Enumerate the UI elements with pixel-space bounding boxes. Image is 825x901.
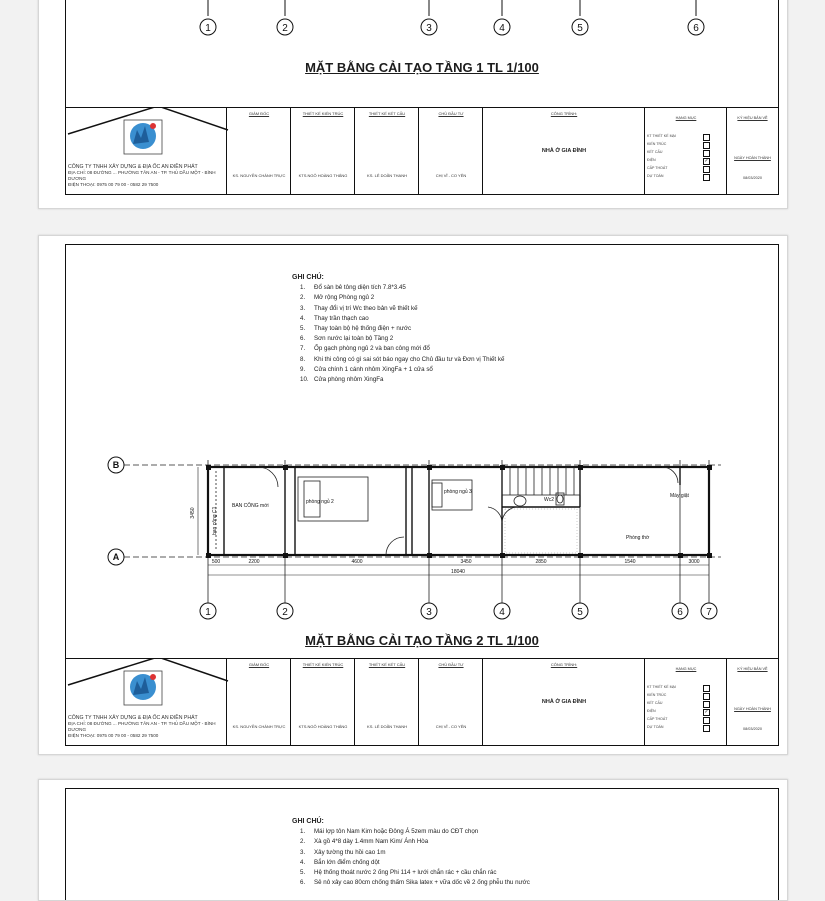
note-item: 4. Bắn lớn điểm chống dột [300, 858, 380, 866]
axis-label: 6 [693, 23, 699, 34]
sheet-frame [65, 244, 779, 746]
company-info: CÔNG TY TNHH XÂY DỰNG & ĐỊA ỐC AN ĐIỀN PHÁT ĐỊA CHỈ: 08 ĐƯỜNG ... PHƯỜNG TÂN AN - TP. THỦ DẦU MỘT - BÌNH DƯƠNG ĐIỆN THOẠI: 0975 00 79 00 - 0582 29 7500 [68, 164, 216, 187]
axis-label: 5 [577, 607, 583, 618]
note-item: 3. Xây tường thu hồi cao 1m [300, 848, 386, 856]
axis-label: 4 [499, 607, 505, 618]
row-axis-label: B [112, 460, 120, 470]
note-item: 2. Xà gồ 4*8 dày 1.4mm Nam Kim/ Ánh Hòa [300, 838, 429, 846]
check-list: HẠNG MỤC KT THIẾT KẾ MẠI KIẾN TRÚC KẾT CẤU ĐIỆN ✓ CẤP THOÁT DỰ TOÁN [644, 659, 727, 745]
dim-label: 2200 [248, 559, 260, 565]
dim-label: 1540 [624, 559, 636, 565]
room-label: phòng ngủ 2 [306, 499, 334, 505]
drawing-sheet-2 [38, 235, 788, 755]
axis-label: 1 [205, 23, 211, 34]
note-item: 8. Khi thi công có gì sai sót báo ngay cho Chủ đầu tư và Đơn vị Thiết kế [300, 355, 505, 363]
room-label: Máy giặt [670, 493, 689, 499]
sheet-frame [65, 0, 779, 195]
sheet-frame [65, 788, 779, 901]
dim-label: 2850 [535, 559, 547, 565]
room-label: BAN CÔNG mới [232, 503, 269, 509]
axis-label: 2 [282, 607, 288, 618]
drawing-title: MẶT BẰNG CẢI TẠO TẦNG 2 TL 1/100 [305, 633, 539, 648]
title-block: CÔNG TY TNHH XÂY DỰNG & ĐỊA ỐC AN ĐIỀN PHÁT ĐỊA CHỈ: 08 ĐƯỜNG ... PHƯỜNG TÂN AN - TP. THỦ DẦU MỘT - BÌNH DƯƠNG ĐIỆN THOẠI: 0975 00 79 00 - 0582 29 7500 GIÁM ĐỐC KS. NGUYỄN CHÁNH TRỰC THIẾT KẾ KIẾN TRÚC KTS.NGÔ HOÀNG THẮNG THIẾT KẾ KẾT CẤU KS. LÊ DOÃN THANH CHỦ ĐẦU TƯ CHỊ VĨ - CO YÊN CÔNG TRÌNH: NHÀ Ở GIA ĐÌNH HẠNG MỤC KT THIẾT KẾ MẠI KIẾN TRÚC KẾT CẤU ĐIỆN ✓ CẤP THOÁT DỰ TOÁN KÝ HIỆU BẢN VẼ NGÀY HOÀN THÀNH 08/03/2020 [66, 658, 778, 745]
note-item: 2. Mở rộng Phòng ngủ 2 [300, 294, 375, 302]
note-item: 5. Hệ thống thoát nước 2 ống Phi 114 + lưới chắn rác + cầu chắn rác [300, 869, 497, 877]
note-item: 9. Cửa chính 1 cánh nhôm XingFa + 1 cửa sổ [300, 365, 433, 373]
axis-label: 5 [577, 23, 583, 34]
drawing-sheet-1 [38, 0, 788, 209]
dim-label: 3450 [460, 559, 472, 565]
axis-label: 6 [677, 607, 683, 618]
room-label: Wc2 [544, 497, 554, 503]
dim-label: 500 [211, 559, 221, 565]
room-label: ban công C1 [212, 506, 218, 535]
note-item: 3. Thay đổi vị trí Wc theo bản vẽ thiết kế [300, 304, 418, 312]
dim-label: 3000 [688, 559, 700, 565]
note-item: 6. Sơn nước lại toàn bộ Tầng 2 [300, 335, 394, 343]
axis-label: 4 [499, 23, 505, 34]
side-dim-label: 3450 [190, 507, 196, 519]
drawing-title: MẶT BẰNG CẢI TẠO TẦNG 1 TL 1/100 [305, 60, 539, 75]
notes-block: GHI CHÚ: 1. Đổ sàn bê tông diện tích 7.8*3.45 2. Mở rộng Phòng ngủ 2 3. Thay đổi vị trí Wc theo bản vẽ thiết kế 4. Thay trần thạch cao 5. Thay toàn bộ hệ thống điện + nước 6. Sơn nước lại toàn bộ Tầng 2 7. Ốp gạch phòng ngủ 2 và ban công mới đổ 8. Khi thi công có gì sai sót báo ngay cho Chủ đầu tư và Đơn vị Thiết kế 9. Cửa chính 1 cánh nhôm XingFa + 1 cửa sổ 10. Cửa phòng nhôm XingFa [292, 273, 504, 385]
project-cell: CÔNG TRÌNH: NHÀ Ở GIA ĐÌNH [482, 108, 645, 194]
check-list: HẠNG MỤC KT THIẾT KẾ MẠI KIẾN TRÚC KẾT CẤU ĐIỆN ✓ CẤP THOÁT DỰ TOÁN [644, 108, 727, 194]
row-axis-label: A [112, 552, 120, 562]
note-item: 5. Thay toàn bộ hệ thống điện + nước [300, 325, 412, 333]
axis-label: 7 [706, 607, 712, 618]
dim-label: 4600 [351, 559, 363, 565]
project-cell: CÔNG TRÌNH: NHÀ Ở GIA ĐÌNH [482, 659, 645, 745]
total-dim-label: 18040 [451, 569, 465, 575]
note-item: 6. Sê nô xây cao 80cm chống thấm Sika latex + vữa dốc về 2 ống phễu thu nước [300, 879, 530, 887]
note-item: 7. Ốp gạch phòng ngủ 2 và ban công mới đổ [300, 345, 430, 353]
floor-plan [66, 245, 780, 665]
axis-label: 3 [426, 607, 432, 618]
note-item: 1. Mái lợp tôn Nam Kim hoặc Đông Á 5zem màu do CĐT chọn [300, 828, 479, 836]
note-item: 4. Thay trần thạch cao [300, 314, 369, 322]
note-item: 1. Đổ sàn bê tông diện tích 7.8*3.45 [300, 284, 406, 292]
room-label: Phòng thờ [626, 535, 650, 541]
axis-label: 3 [426, 23, 432, 34]
company-info: CÔNG TY TNHH XÂY DỰNG & ĐỊA ỐC AN ĐIỀN PHÁT ĐỊA CHỈ: 08 ĐƯỜNG ... PHƯỜNG TÂN AN - TP. THỦ DẦU MỘT - BÌNH DƯƠNG ĐIỆN THOẠI: 0975 00 79 00 - 0582 29 7500 [68, 715, 216, 738]
notes-block: GHI CHÚ: 1. Mái lợp tôn Nam Kim hoặc Đông Á 5zem màu do CĐT chọn 2. Xà gồ 4*8 dày 1.4mm Nam Kim/ Ánh Hòa 3. Xây tường thu hồi cao 1m 4. Bắn lớn điểm chống dột 5. Hệ thống thoát nước 2 ống Phi 114 + lưới chắn rác + cầu chắn rác 6. Sê nô xây cao 80cm chống thấm Sika latex + vữa dốc về 2 ống phễu thu nước [292, 817, 530, 888]
note-item: 10. Cửa phòng nhôm XingFa [300, 376, 384, 384]
axis-label: 1 [205, 607, 211, 618]
axis-label: 2 [282, 23, 288, 34]
title-block: CÔNG TY TNHH XÂY DỰNG & ĐỊA ỐC AN ĐIỀN PHÁT ĐỊA CHỈ: 08 ĐƯỜNG ... PHƯỜNG TÂN AN - TP. THỦ DẦU MỘT - BÌNH DƯƠNG ĐIỆN THOẠI: 0975 00 79 00 - 0582 29 7500 GIÁM ĐỐC KS. NGUYỄN CHÁNH TRỰC THIẾT KẾ KIẾN TRÚC KTS.NGÔ HOÀNG THẮNG THIẾT KẾ KẾT CẤU KS. LÊ DOÃN THANH CHỦ ĐẦU TƯ CHỊ VĨ - CO YÊN CÔNG TRÌNH: NHÀ Ở GIA ĐÌNH HẠNG MỤC KT THIẾT KẾ MẠI KIẾN TRÚC KẾT CẤU ĐIỆN ✓ CẤP THOÁT DỰ TOÁN KÝ HIỆU BẢN VẼ NGÀY HOÀN THÀNH 08/03/2020 [66, 107, 778, 194]
room-label: phòng ngủ 3 [444, 489, 472, 495]
drawing-sheet-3 [38, 779, 788, 901]
